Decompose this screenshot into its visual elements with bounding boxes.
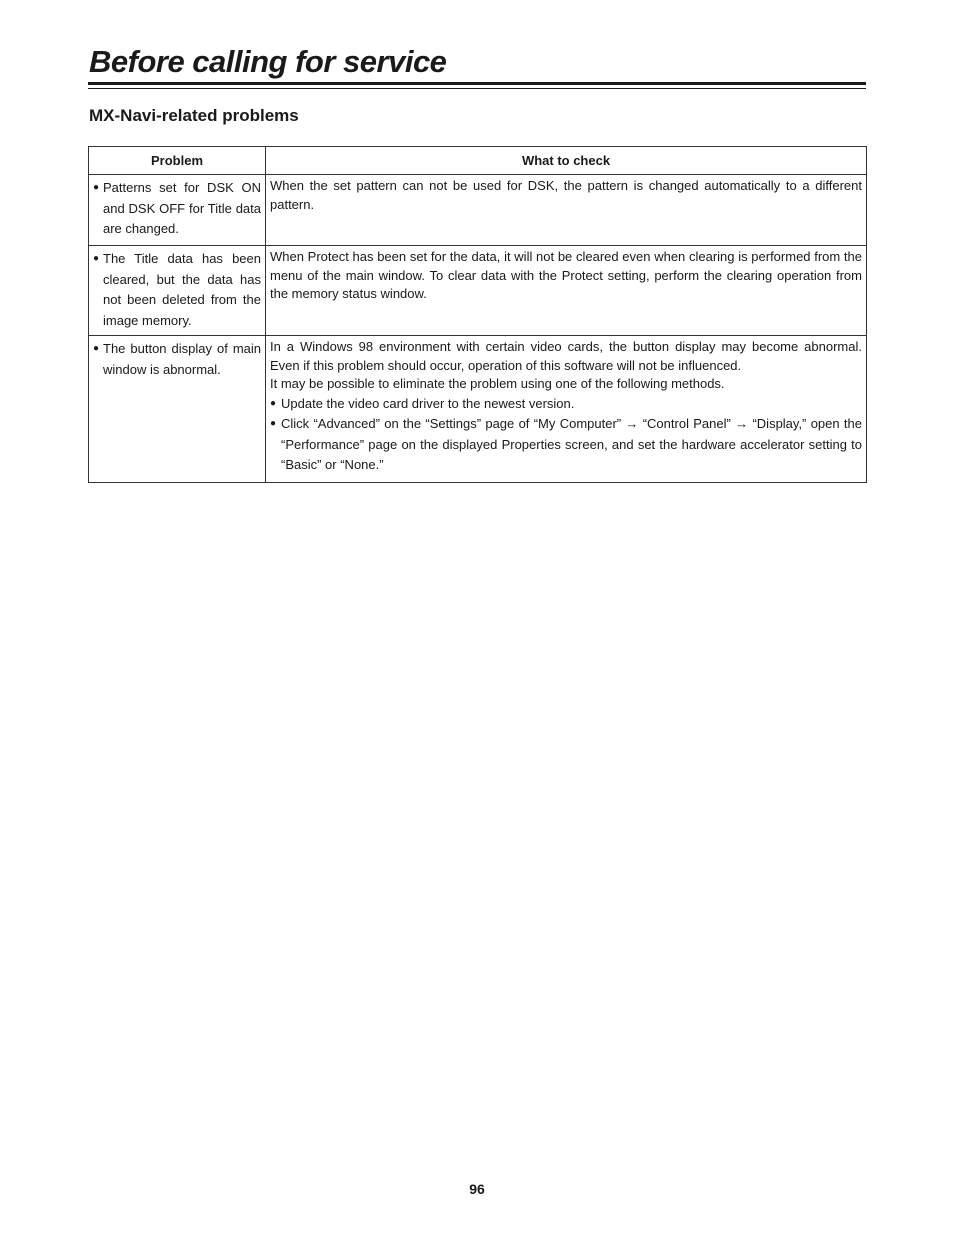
table-header-row <box>89 147 867 175</box>
problem-cell <box>89 246 266 336</box>
problem-cell <box>89 336 266 483</box>
table-row <box>89 246 867 336</box>
page-title: Before calling for service <box>89 44 447 79</box>
check-bullet-item <box>270 394 862 415</box>
column-header-what-to-check: What to check <box>266 147 867 175</box>
check-bullet-text: Click “Advanced” on the “Settings” page of “My Computer” → “Control Panel” → “Display,” open the “Performance” page on the displayed Properties screen, and set the hardware accelerator setting to “Basic” or “None.” <box>281 416 862 472</box>
title-rule-thin <box>88 88 866 89</box>
what-to-check-cell <box>266 246 867 336</box>
problem-text: Patterns set for DSK ON and DSK OFF for Title data are changed. <box>103 180 261 236</box>
check-paragraph: When the set pattern can not be used for DSK, the pattern is changed automatically to a different pattern. <box>270 178 862 212</box>
title-rule-thick <box>88 82 866 85</box>
table-row <box>89 175 867 246</box>
problem-text: The button display of main window is abnormal. <box>103 341 261 377</box>
bullet-icon: ● <box>93 343 100 354</box>
column-header-problem: Problem <box>89 147 266 175</box>
what-to-check-cell <box>266 336 867 483</box>
bullet-icon: ● <box>270 397 277 409</box>
check-bullet-text: Update the video card driver to the newest version. <box>281 395 575 411</box>
check-bullet-item <box>270 414 862 476</box>
bullet-icon: ● <box>93 182 100 193</box>
check-paragraph: When Protect has been set for the data, it will not be cleared even when clearing is performed from the menu of the main window. To clear data with the Protect setting, perform the clearing operation from the memory status window. <box>270 249 862 301</box>
what-to-check-cell <box>266 175 867 246</box>
bullet-icon: ● <box>93 253 100 264</box>
problem-item <box>93 178 261 240</box>
check-paragraph: In a Windows 98 environment with certain video cards, the button display may become abnormal. Even if this problem should occur, operation of this software will not be influenced. <box>270 339 862 373</box>
problem-item <box>93 339 261 380</box>
problem-text: The Title data has been cleared, but the data has not been deleted from the image memory. <box>103 251 261 328</box>
troubleshooting-table <box>88 146 867 483</box>
table-row <box>89 336 867 483</box>
section-heading: MX-Navi-related problems <box>89 106 299 125</box>
page-number: 96 <box>469 1181 485 1197</box>
problem-item <box>93 249 261 331</box>
check-paragraph: It may be possible to eliminate the problem using one of the following methods. <box>270 376 725 391</box>
bullet-icon: ● <box>270 418 277 429</box>
problem-cell <box>89 175 266 246</box>
